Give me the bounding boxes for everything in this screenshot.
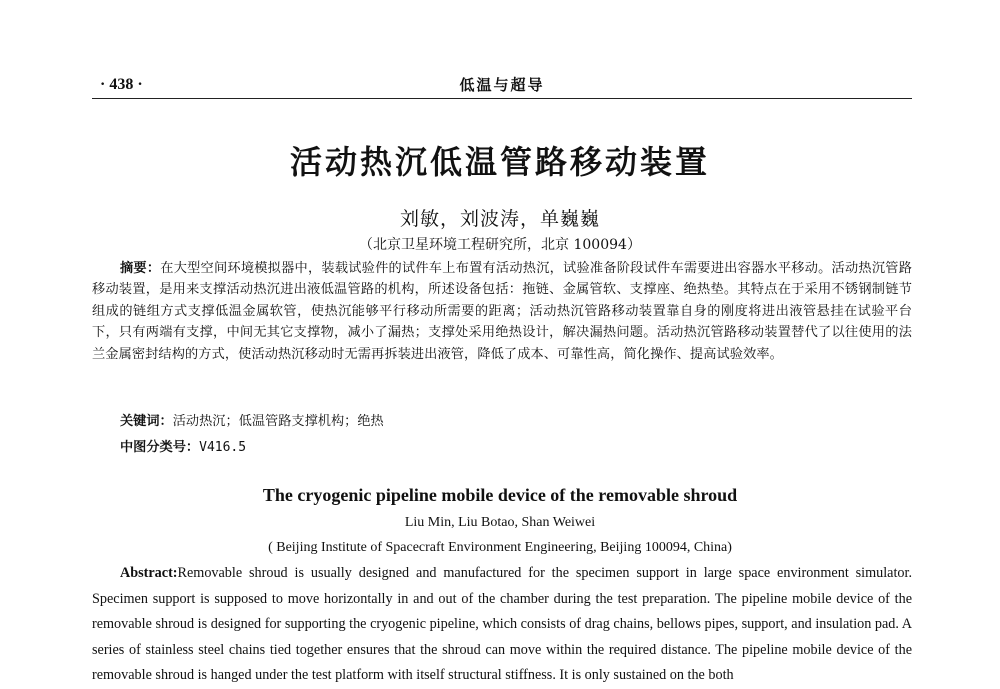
chinese-keywords <box>120 410 384 429</box>
english-title: The cryogenic pipeline mobile device of the removable shroud <box>262 485 738 505</box>
english-abstract <box>92 561 912 689</box>
chinese-classification <box>120 436 246 455</box>
chinese-affiliation: （北京卫星环境工程研究所，北京 100094） <box>359 237 641 253</box>
journal-name: 低温与超导 <box>459 76 545 94</box>
chinese-classification-label: 中图分类号： <box>120 440 200 455</box>
english-affiliation: ( Beijing Institute of Spacecraft Environment Engineering, Beijing 100094, China) <box>268 540 732 555</box>
english-authors: Liu Min, Liu Botao, Shan Weiwei <box>404 515 596 530</box>
chinese-abstract <box>92 258 912 365</box>
header-rule <box>92 98 912 99</box>
chinese-abstract-label: 摘要： <box>120 261 161 276</box>
english-abstract-label: Abstract: <box>120 565 178 581</box>
page-number: · 438 · <box>100 76 143 93</box>
english-abstract-text: Removable shroud is usually designed and manufactured for the specimen support in large space environment simulator. Specimen support is supposed to move horizontally in and out of the chamber during the test preparation. The pipeline mobile device of the removable shroud is designed for supporting the cryogenic pipeline, which consists of drag chains, bellows pipes, support, and insulation pad. A series of stainless steel chains tied together ensures that the shroud can move within the required distance. The pipeline mobile device of the removable shroud is hanged under the test platform with itself structural stiffness. It is only sustained on the both <box>92 565 912 684</box>
chinese-keywords-label: 关键词： <box>120 414 173 429</box>
chinese-keywords-text: 活动热沉；低温管路支撑机构；绝热 <box>172 414 384 429</box>
chinese-classification-code: V416.5 <box>199 440 247 455</box>
chinese-abstract-text: 在大型空间环境模拟器中，装载试验件的试件车上布置有活动热沉，试验准备阶段试件车需要进出容器水平移动。活动热沉管路移动装置，是用来支撑活动热沉进出液低温管路的机构，所述设备包括：拖链、金属管软、支撑座、绝热垫。其特点在于采用不锈钢制链节组成的链组方式支撑低温金属软管，使热沉能够平行移动所需要的距离；活动热沉管路移动装置靠自身的刚度将进出液管悬挂在试验平台下，只有两端有支撑，中间无其它支撑物，减小了漏热；支撑处采用绝热设计，解决漏热问题。活动热沉管路移动装置替代了以往使用的法兰金属密封结构的方式，使活动热沉移动时无需再拆装进出液管，降低了成本、可靠性高，简化操作、提高试验效率。 <box>92 261 912 362</box>
running-head <box>92 72 912 98</box>
chinese-title: 活动热沉低温管路移动装置 <box>289 143 710 181</box>
chinese-authors: 刘敏，刘波涛，单巍巍 <box>399 208 600 230</box>
